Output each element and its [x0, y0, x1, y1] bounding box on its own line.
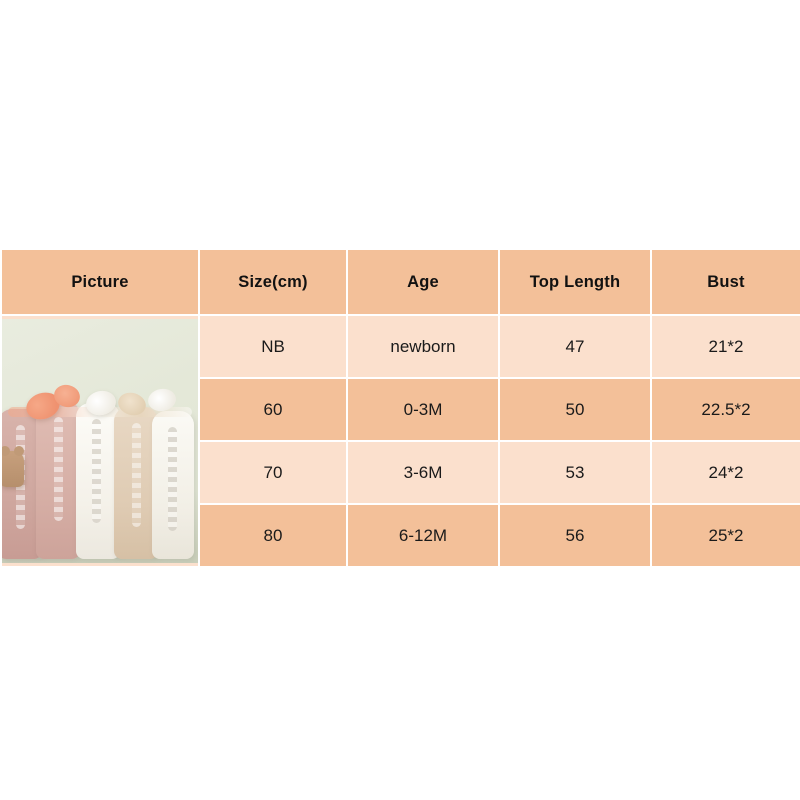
teddy-ear-left-icon: [2, 446, 10, 456]
ruffle-detail: [54, 417, 63, 521]
column-header-bust: Bust: [651, 249, 800, 315]
cell-top-length: 56: [499, 504, 651, 567]
cell-bust: 22.5*2: [651, 378, 800, 441]
cell-size: 60: [199, 378, 347, 441]
cell-top-length: 47: [499, 315, 651, 378]
romper-white-2: [152, 411, 194, 559]
ruffle-detail: [132, 423, 141, 527]
teddy-ear-right-icon: [14, 446, 24, 456]
column-header-size: Size(cm): [199, 249, 347, 315]
cell-age: 6-12M: [347, 504, 499, 567]
cell-bust: 24*2: [651, 441, 800, 504]
cell-age: newborn: [347, 315, 499, 378]
cell-age: 3-6M: [347, 441, 499, 504]
column-header-picture: Picture: [1, 249, 199, 315]
cell-size: 70: [199, 441, 347, 504]
teddy-bear-toy: [2, 451, 24, 487]
cell-size: NB: [199, 315, 347, 378]
cell-bust: 25*2: [651, 504, 800, 567]
cell-age: 0-3M: [347, 378, 499, 441]
table-header-row: [1, 249, 800, 315]
cell-top-length: 50: [499, 378, 651, 441]
size-chart-table: [0, 248, 800, 568]
romper-pink-2: [36, 401, 80, 559]
ruffle-detail: [92, 419, 101, 523]
cell-top-length: 53: [499, 441, 651, 504]
product-photo-cell: [1, 315, 199, 567]
product-photo: [2, 319, 199, 563]
table-row: [1, 315, 800, 378]
cell-size: 80: [199, 504, 347, 567]
cell-bust: 21*2: [651, 315, 800, 378]
column-header-top-length: Top Length: [499, 249, 651, 315]
column-header-age: Age: [347, 249, 499, 315]
ruffle-detail: [168, 427, 177, 531]
